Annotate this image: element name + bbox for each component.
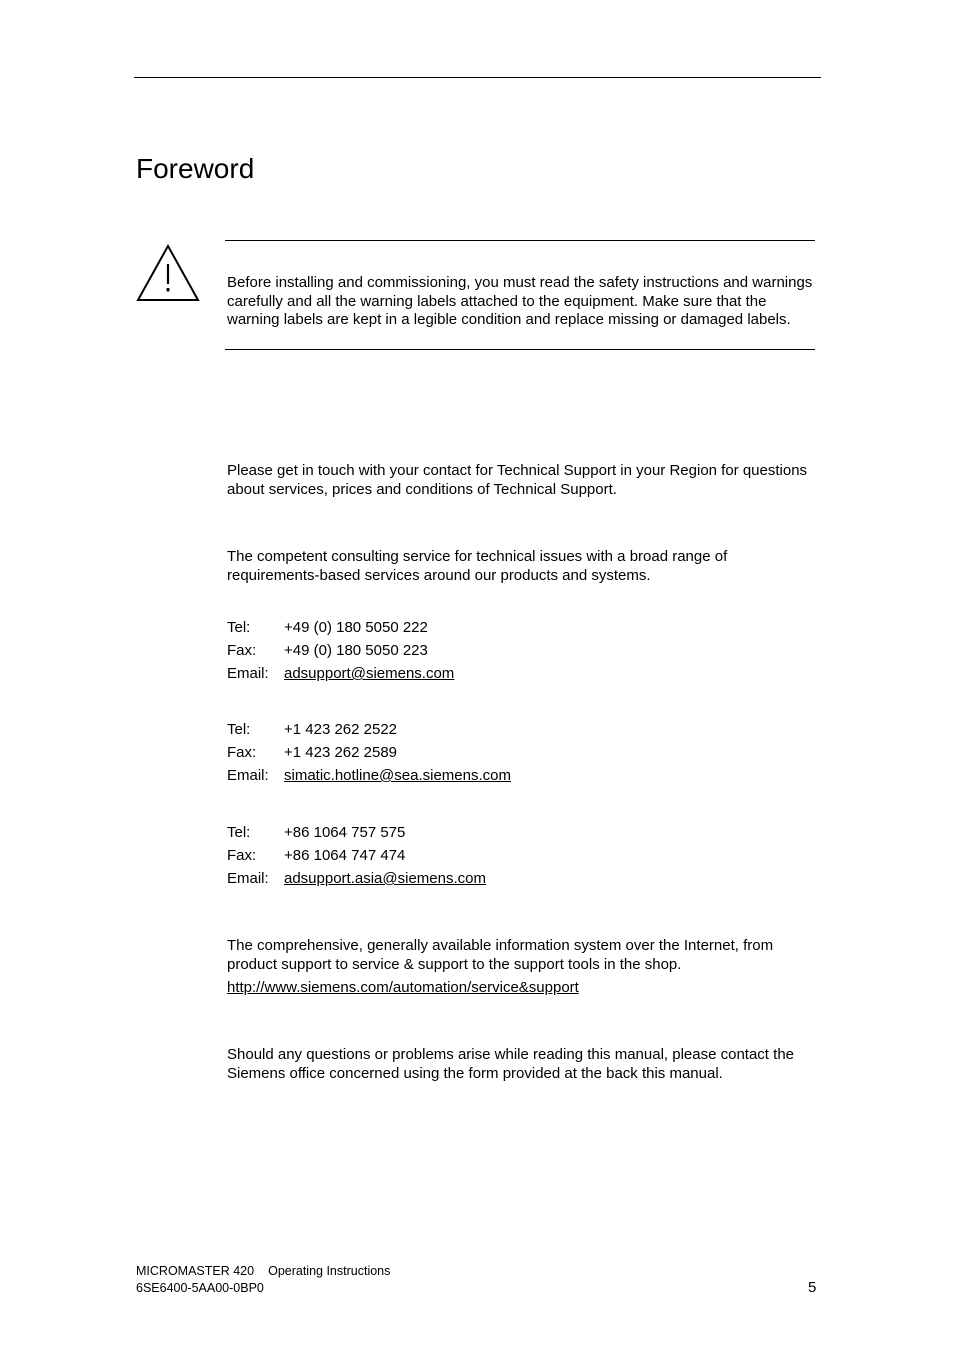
warning-rule-top (225, 240, 815, 241)
warning-text: Before installing and commissioning, you must read the safety instructions and warnings carefully and all the warning labels attached to the equipment. Make sure that the warning labels are kept in a legible condition and replace missing or damaged labels. (227, 274, 813, 328)
contact-block-europe (227, 616, 454, 685)
online-service-link[interactable]: http://www.siemens.com/automation/service&support (227, 979, 579, 996)
footer-doc-type: Operating Instructions (268, 1264, 391, 1278)
fax-value: +86 1064 747 474 (284, 847, 406, 864)
fax-value: +49 (0) 180 5050 223 (284, 642, 428, 659)
fax-row (227, 639, 454, 662)
tel-value: +49 (0) 180 5050 222 (284, 619, 428, 636)
page-number: 5 (808, 1279, 817, 1296)
footer-order-number: 6SE6400-5AA00-0BP0 (136, 1281, 264, 1295)
tel-value: +1 423 262 2522 (284, 721, 398, 738)
tel-row (227, 718, 511, 741)
page-title: Foreword (136, 153, 255, 184)
fax-label: Fax: (227, 847, 257, 864)
online-service-text: The comprehensive, generally available information system over the Internet, from product support to service & support to the support tools in the shop. (227, 937, 774, 973)
fax-value: +1 423 262 2589 (284, 744, 398, 761)
email-row (227, 764, 511, 787)
questions-text: Should any questions or problems arise while reading this manual, please contact the Siemens office concerned using the form provided at the back this manual. (227, 1046, 794, 1082)
email-label: Email: (227, 870, 269, 887)
email-row (227, 662, 454, 685)
tel-row (227, 821, 486, 844)
email-link[interactable]: adsupport@siemens.com (284, 665, 455, 682)
warning-triangle-icon (136, 244, 200, 302)
consulting-text: The competent consulting service for technical issues with a broad range of requirements-based services around our products and systems. (227, 548, 728, 584)
contact-block-asia (227, 821, 486, 890)
email-label: Email: (227, 665, 269, 682)
tel-label: Tel: (227, 824, 251, 841)
tel-value: +86 1064 757 575 (284, 824, 406, 841)
email-label: Email: (227, 767, 269, 784)
fax-row (227, 741, 511, 764)
email-link[interactable]: adsupport.asia@siemens.com (284, 870, 486, 887)
fax-label: Fax: (227, 642, 257, 659)
footer-product: MICROMASTER 420 (136, 1264, 255, 1278)
fax-label: Fax: (227, 744, 257, 761)
footer-info (136, 1263, 390, 1297)
support-intro-text: Please get in touch with your contact for Technical Support in your Region for questions about services, prices and conditions of Technical Support. (227, 462, 808, 498)
header-rule (134, 77, 821, 78)
fax-row (227, 844, 486, 867)
warning-rule-bottom (225, 349, 815, 350)
email-link[interactable]: simatic.hotline@sea.siemens.com (284, 767, 511, 784)
contact-block-america (227, 718, 511, 787)
tel-label: Tel: (227, 619, 251, 636)
tel-label: Tel: (227, 721, 251, 738)
tel-row (227, 616, 454, 639)
email-row (227, 867, 486, 890)
